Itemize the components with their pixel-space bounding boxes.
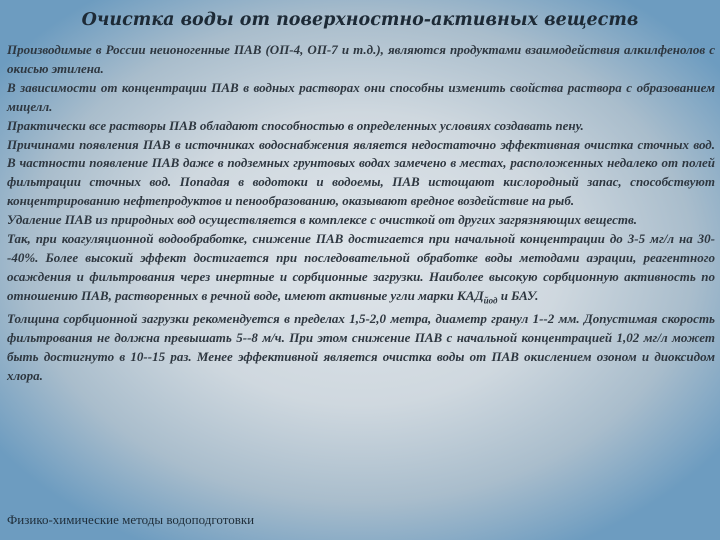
paragraph-foam: Практически все растворы ПАВ обладают способностью в определенных условиях создавать пену.: [7, 117, 584, 133]
coagulation-text: Так, при коагуляционной водообработке, снижение ПАВ достигается при начальной концентрации до 3-5 мг/л на 30--40%. Более высокий эффект достигается при последовательной обработке воды методами аэрации, реагентного осаждения и фильтрования через инертные и сорбционные загрузки. Наиболее высокую сорбционную активность по отношению ПАВ, растворенных в речной воде, имеют активные угли марки КАД: [7, 231, 715, 303]
paragraph-nonionic-surfactants: Производимые в России неионогенные ПАВ (ОП-4, ОП-7 и т.д.), являются продуктами взаимодействия алкилфенолов с окисью этилена.: [7, 42, 715, 76]
paragraph-coagulation: [7, 230, 715, 310]
paragraph-sorption-load: Толщина сорбционной загрузки рекомендуется в пределах 1,5-2,0 метра, диаметр гранул 1--2 мм. Допустимая скорость фильтрования не должна превышать 5--8 м/ч. При этом снижение ПАВ с начальной концентрацией 1,02 мг/л может быть достигнуто в 10--15 раз. Менее эффективной является очистка воды от ПАВ окислением озоном и диоксидом хлора.: [7, 311, 715, 383]
paragraph-sources: Причинами появления ПАВ в источниках водоснабжения является недостаточно эффективная очистка сточных вод. В частности появление ПАВ даже в подземных грунтовых водах замечено в местах, расположенных недалеко от полей фильтрации сточных вод. Попадая в водотоки и водоемы, ПАВ истощают кислородный запас, способствуют концентрированию нефтепродуктов и пенообразованию, оказывают вредное воздействие на рыб.: [7, 136, 715, 209]
carbon-grade-subscript: йод: [483, 295, 498, 306]
coagulation-text-end: и БАУ.: [497, 287, 539, 303]
slide-body: [7, 41, 715, 386]
footer-caption: Физико-химические методы водоподготовки: [7, 512, 255, 527]
paragraph-removal: Удаление ПАВ из природных вод осуществляется в комплексе с очисткой от других загрязняющих веществ.: [7, 212, 638, 228]
slide-title: Очистка воды от поверхностно-активных веществ: [81, 10, 639, 30]
paragraph-micelles: В зависимости от концентрации ПАВ в водных растворах они способны изменить свойства раствора с образованием мицелл.: [7, 79, 715, 114]
